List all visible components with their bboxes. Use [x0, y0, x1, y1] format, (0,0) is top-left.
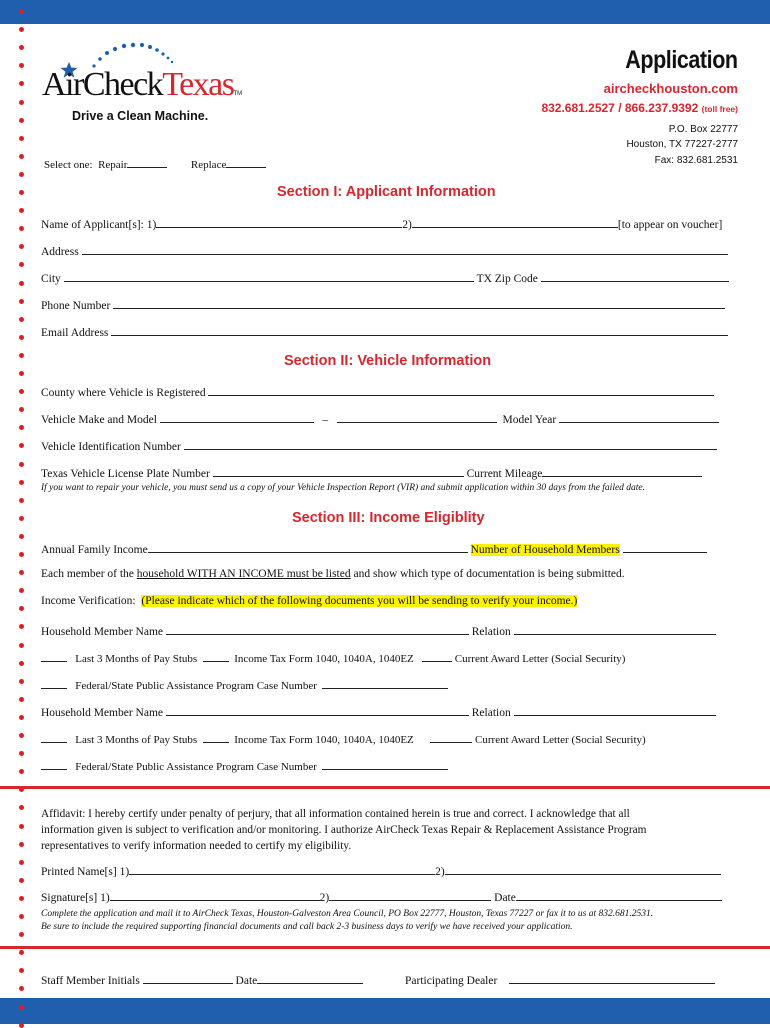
vin-label: Vehicle Identification Number	[41, 441, 181, 453]
mail-note-2: Be sure to include the required supporting financial documents and call back 2-3 business days to verify we have received your application.	[41, 922, 573, 932]
make-model-dash: –	[322, 414, 329, 426]
income-verification-label: Income Verification:	[41, 595, 136, 607]
binder-dot	[19, 805, 24, 810]
address-line-1: P.O. Box 22777	[668, 124, 738, 135]
binder-dot	[19, 896, 24, 901]
binder-dot	[19, 878, 24, 883]
county-field[interactable]	[208, 383, 714, 396]
affidavit-line-1: Affidavit: I hereby certify under penalty of perjury, that all information contained herein is true and correct. I acknowledge that all	[41, 808, 630, 820]
binder-dot	[19, 733, 24, 738]
binder-dot	[19, 986, 24, 991]
website-link[interactable]: aircheckhouston.com	[603, 81, 738, 96]
signature-2-field[interactable]	[329, 888, 491, 901]
member-1-award-check[interactable]	[422, 649, 452, 662]
member-1-row	[41, 622, 716, 638]
binder-dot	[19, 27, 24, 32]
annual-income-row	[41, 540, 707, 556]
printed-name-1-field[interactable]	[129, 862, 435, 875]
award-letter-label-2: Current Award Letter (Social Security)	[475, 734, 646, 746]
staff-initials-label: Staff Member Initials	[41, 975, 140, 987]
binder-dot	[19, 932, 24, 937]
binder-dot	[19, 842, 24, 847]
model-year-label: Model Year	[502, 414, 557, 426]
member-2-award-check[interactable]	[430, 730, 472, 743]
binder-dot	[19, 443, 24, 448]
vin-field[interactable]	[184, 437, 717, 450]
page-title: Application	[625, 46, 738, 74]
select-one-row	[44, 155, 266, 171]
vin-row	[41, 437, 717, 453]
each-member-pre: Each member of the	[41, 568, 137, 580]
income-verification-note: (Please indicate which of the following documents you will be sending to verify your income.)	[141, 595, 578, 607]
binder-dot	[19, 968, 24, 973]
binder-dot	[19, 226, 24, 231]
binder-dot	[19, 679, 24, 684]
affidavit-text	[41, 806, 646, 854]
binder-dot	[19, 9, 24, 14]
plate-row	[41, 464, 702, 480]
annual-income-label: Annual Family Income	[41, 544, 148, 556]
relation-label: Relation	[471, 626, 511, 638]
logo-texas: Texas	[162, 66, 234, 103]
address-row	[41, 242, 728, 258]
email-field[interactable]	[111, 323, 728, 336]
staff-date-field[interactable]	[257, 971, 363, 984]
member-2-name-field[interactable]	[166, 703, 469, 716]
signature-date-field[interactable]	[516, 888, 722, 901]
binder-dot	[19, 136, 24, 141]
address-field[interactable]	[82, 242, 728, 255]
signature-1-field[interactable]	[110, 888, 320, 901]
replace-label: Replace	[190, 159, 227, 171]
logo-tagline: Drive a Clean Machine.	[72, 109, 209, 123]
applicant-2-field[interactable]	[412, 215, 618, 228]
city-label: City	[41, 273, 61, 285]
section-1-title: Section I: Applicant Information	[277, 184, 496, 200]
tax-form-label: Income Tax Form 1040, 1040A, 1040EZ	[234, 653, 414, 665]
signature-date-label: Date	[494, 892, 516, 904]
bottom-blue-bar	[0, 998, 770, 1024]
phone-label: Phone Number	[41, 300, 111, 312]
email-row	[41, 323, 728, 339]
binder-dot	[19, 118, 24, 123]
binder-dot	[19, 281, 24, 286]
logo-wordmark	[42, 66, 242, 104]
binder-dot	[19, 914, 24, 919]
binder-dot	[19, 353, 24, 358]
select-label: Select one:	[44, 159, 93, 171]
plate-field[interactable]	[213, 464, 464, 477]
printed-name-row	[41, 862, 721, 878]
binder-dot	[19, 462, 24, 467]
staff-date-label: Date	[235, 975, 258, 987]
red-divider-1	[0, 786, 770, 789]
binder-dot	[19, 624, 24, 629]
binder-dots	[0, 0, 40, 1024]
top-blue-bar	[0, 0, 770, 24]
binder-dot	[19, 244, 24, 249]
binder-dot	[19, 63, 24, 68]
binder-dot	[19, 299, 24, 304]
member-2-tax-check[interactable]	[203, 730, 229, 743]
binder-dot	[19, 643, 24, 648]
staff-initials-field[interactable]	[143, 971, 233, 984]
assistance-label: Federal/State Public Assistance Program Case Number	[75, 680, 317, 692]
applicant-suffix: [to appear on voucher]	[617, 219, 723, 231]
member-1-name-field[interactable]	[166, 622, 469, 635]
city-row	[41, 269, 729, 285]
binder-dot	[19, 606, 24, 611]
section-2-title: Section II: Vehicle Information	[284, 353, 492, 369]
zip-field[interactable]	[541, 269, 729, 282]
binder-dot	[19, 208, 24, 213]
binder-dot	[19, 769, 24, 774]
income-verification-row	[41, 595, 577, 607]
model-year-field[interactable]	[559, 410, 719, 423]
logo	[40, 40, 260, 130]
applicant-2-label: 2)	[402, 219, 412, 231]
member-1-assistance-check[interactable]	[41, 676, 67, 689]
binder-dot	[19, 860, 24, 865]
applicant-1-field[interactable]	[156, 215, 402, 228]
signature-2-label: 2)	[319, 892, 330, 904]
member-name-label: Household Member Name	[41, 626, 163, 638]
binder-dot	[19, 588, 24, 593]
make-model-label: Vehicle Make and Model	[41, 414, 157, 426]
binder-dot	[19, 480, 24, 485]
county-label: County where Vehicle is Registered	[41, 387, 206, 399]
printed-name-label: Printed Name[s] 1)	[41, 866, 130, 878]
each-member-row	[41, 568, 625, 580]
applicant-name-label: Name of Applicant[s]: 1)	[41, 219, 157, 231]
relation-label-2: Relation	[471, 707, 511, 719]
address-label: Address	[41, 246, 79, 258]
assistance-label-2: Federal/State Public Assistance Program Case Number	[75, 761, 317, 773]
paystub-label: Last 3 Months of Pay Stubs	[75, 653, 198, 665]
binder-dot	[19, 407, 24, 412]
binder-dot	[19, 552, 24, 557]
phone-field[interactable]	[113, 296, 725, 309]
tollfree-text: (toll free)	[701, 104, 738, 114]
email-label: Email Address	[41, 327, 109, 339]
member-2-row	[41, 703, 716, 719]
signature-row	[41, 888, 722, 904]
binder-dot	[19, 335, 24, 340]
binder-dot	[19, 371, 24, 376]
binder-dot	[19, 317, 24, 322]
each-member-underlined: household WITH AN INCOME must be listed	[136, 568, 351, 580]
phone-row	[41, 296, 725, 312]
member-1-tax-check[interactable]	[203, 649, 229, 662]
member-2-case-number-field[interactable]	[322, 757, 448, 770]
binder-dot	[19, 570, 24, 575]
signature-label: Signature[s] 1)	[41, 892, 110, 904]
member-2-docs-row	[41, 730, 646, 746]
binder-dot	[19, 1005, 24, 1010]
model-field[interactable]	[337, 410, 497, 423]
make-model-row	[41, 410, 719, 426]
member-2-assistance-row	[41, 757, 448, 773]
binder-dot	[19, 81, 24, 86]
plate-label: Texas Vehicle License Plate Number	[41, 468, 210, 480]
household-members-field[interactable]	[623, 540, 707, 553]
affidavit-line-2: information given is subject to verification and/or monitoring. I authorize AirCheck Texas Repair & Replacement Assistance Program	[41, 824, 647, 836]
replace-field[interactable]	[226, 155, 266, 168]
binder-dot	[19, 516, 24, 521]
binder-dot	[19, 262, 24, 267]
section-3-title: Section III: Income Eligiblity	[292, 510, 485, 526]
award-letter-label: Current Award Letter (Social Security)	[454, 653, 626, 665]
zip-label: TX Zip Code	[476, 273, 538, 285]
member-1-relation-field[interactable]	[514, 622, 716, 635]
printed-name-2-label: 2)	[435, 866, 445, 878]
dealer-label: Participating Dealer	[405, 975, 498, 987]
each-member-post: and show which type of documentation is being submitted.	[350, 568, 625, 580]
city-field[interactable]	[64, 269, 474, 282]
binder-dot	[19, 534, 24, 539]
binder-dot	[19, 751, 24, 756]
binder-dot	[19, 425, 24, 430]
binder-dot	[19, 950, 24, 955]
tax-form-label-2: Income Tax Form 1040, 1040A, 1040EZ	[234, 734, 414, 746]
logo-tm: TM	[233, 91, 243, 97]
dealer-field[interactable]	[509, 971, 715, 984]
member-1-paystub-check[interactable]	[41, 649, 67, 662]
binder-dot	[19, 389, 24, 394]
binder-dot	[19, 154, 24, 159]
red-divider-2	[0, 946, 770, 949]
annual-income-field[interactable]	[148, 540, 468, 553]
binder-dot	[19, 498, 24, 503]
member-2-paystub-check[interactable]	[41, 730, 67, 743]
mileage-label: Current Mileage	[466, 468, 543, 480]
vir-note: If you want to repair your vehicle, you must send us a copy of your Vehicle Inspection Report (VIR) and submit application within 30 days from the failed date.	[41, 483, 646, 493]
household-members-label: Number of Household Members	[470, 544, 620, 556]
fax-number: Fax: 832.681.2531	[654, 155, 738, 166]
member-2-relation-field[interactable]	[514, 703, 716, 716]
paystub-label-2: Last 3 Months of Pay Stubs	[75, 734, 198, 746]
member-1-docs-row	[41, 649, 625, 665]
repair-label: Repair	[98, 159, 128, 171]
county-row	[41, 383, 714, 399]
binder-dot	[19, 824, 24, 829]
mail-note-1: Complete the application and mail it to AirCheck Texas, Houston-Galveston Area Council, PO Box 22777, Houston, Texas 77227 or fax it to us at 832.681.2531.	[41, 909, 654, 919]
binder-dot	[19, 190, 24, 195]
phones-text: 832.681.2527 / 866.237.9392	[541, 101, 699, 115]
member-1-assistance-row	[41, 676, 448, 692]
phone-numbers	[541, 101, 738, 115]
repair-field[interactable]	[127, 155, 167, 168]
binder-dot	[19, 661, 24, 666]
applicant-name-row	[41, 215, 722, 231]
member-1-case-number-field[interactable]	[322, 676, 448, 689]
binder-dot	[19, 697, 24, 702]
make-field[interactable]	[160, 410, 314, 423]
logo-aircheck: AirCheck	[42, 66, 163, 103]
address-line-2: Houston, TX 77227-2777	[626, 139, 738, 150]
binder-dot	[19, 172, 24, 177]
mileage-field[interactable]	[542, 464, 702, 477]
affidavit-line-3: representatives to verify information needed to certify my eligibility.	[41, 840, 352, 852]
binder-dot	[19, 100, 24, 105]
binder-dot	[19, 45, 24, 50]
member-name-label-2: Household Member Name	[41, 707, 163, 719]
printed-name-2-field[interactable]	[445, 862, 721, 875]
binder-dot	[19, 715, 24, 720]
staff-row	[41, 971, 715, 987]
member-2-assistance-check[interactable]	[41, 757, 67, 770]
